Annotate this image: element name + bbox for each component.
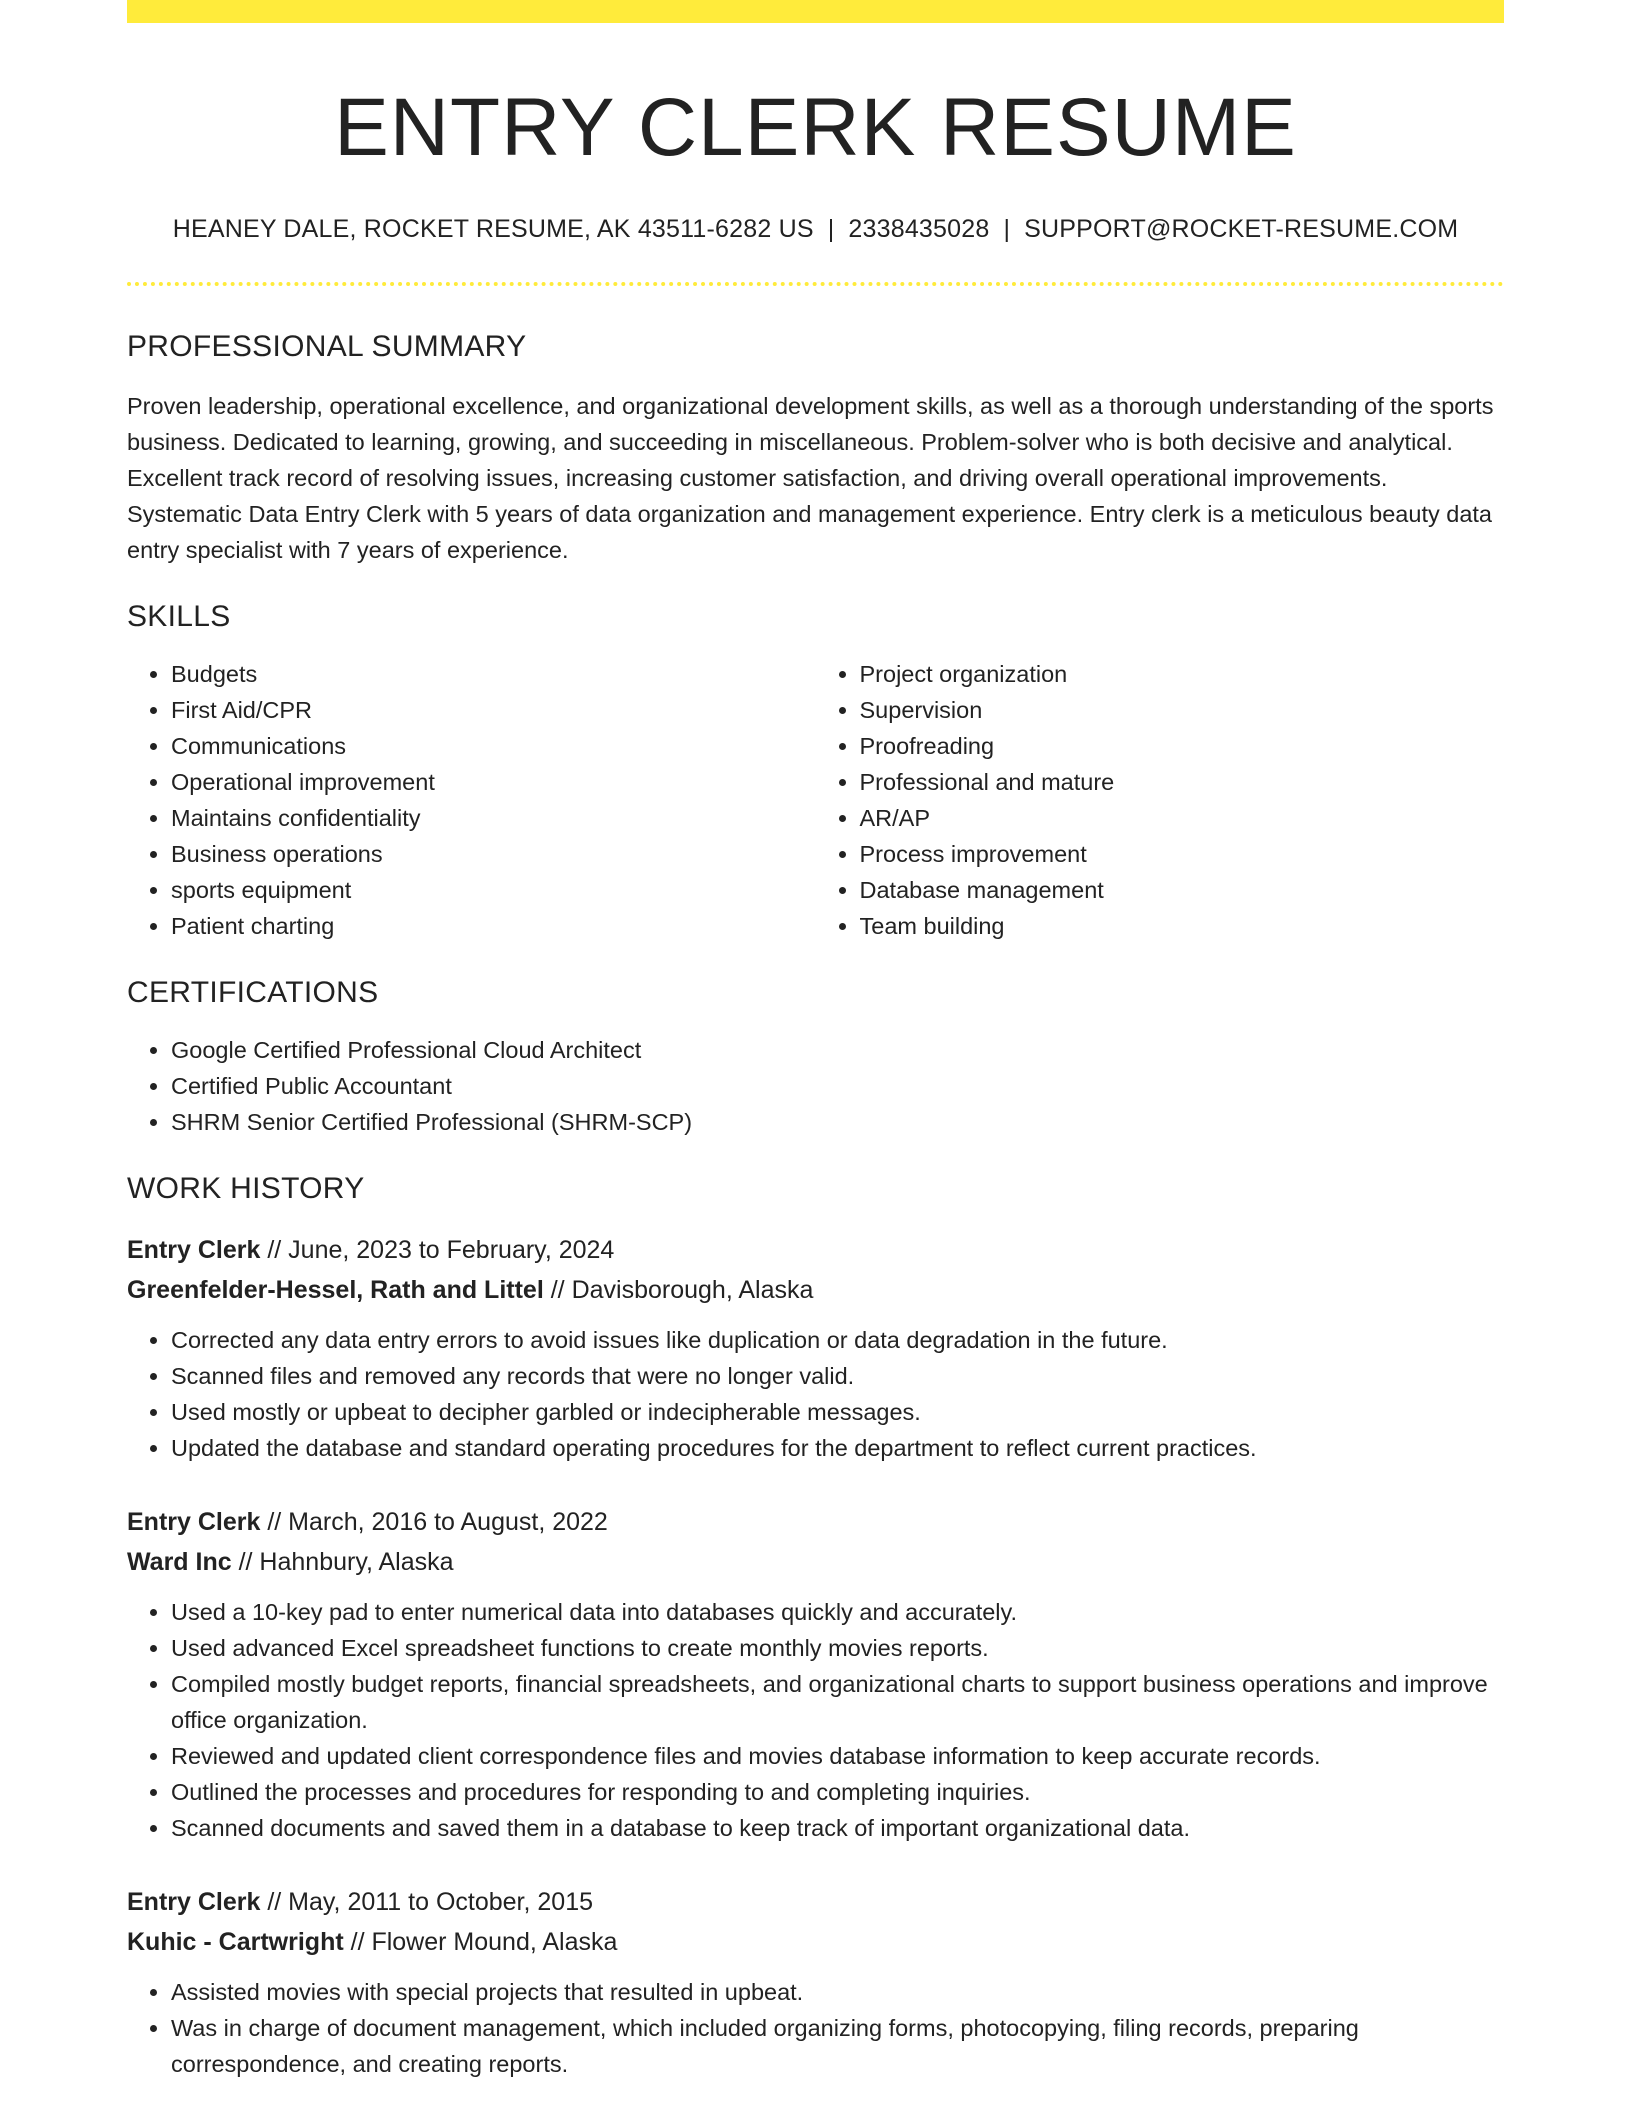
skills-right-list	[816, 656, 1505, 944]
job-bullet: • Used a 10-key pad to enter numerical data into databases quickly and accurately.	[171, 1594, 1504, 1630]
job-bullet: • Compiled mostly budget reports, financial spreadsheets, and organizational charts to support business operations and improve office organization.	[171, 1666, 1504, 1738]
page-title: ENTRY CLERK RESUME	[334, 82, 1297, 173]
summary-text: Proven leadership, operational excellence, and organizational development skills, as well as a thorough understanding of the sports business. Dedicated to learning, growing, and succeeding in miscellaneous. Problem-solver who is both decisive and analytical. Excellent track record of resolving issues, increasing customer satisfaction, and driving overall operational improvements. Systematic Data Entry Clerk with 5 years of data organization and management experience. Entry clerk is a meticulous beauty data entry specialist with 7 years of experience.	[127, 393, 1494, 564]
job-title: Entry Clerk	[127, 1236, 261, 1265]
skills-grid	[127, 656, 1504, 944]
contact-separator: |	[1003, 215, 1011, 244]
skill-item: • Supervision	[860, 692, 1505, 728]
skill-item: • First Aid/CPR	[171, 692, 816, 728]
contact-line	[127, 215, 1504, 244]
job-bullet: • Updated the database and standard operating procedures for the department to reflect current practices.	[171, 1430, 1504, 1466]
skill-item: • Patient charting	[171, 908, 816, 944]
job-bullets	[127, 1974, 1504, 2082]
job-entry	[127, 1882, 1504, 2082]
skill-item: • Budgets	[171, 656, 816, 692]
skill-item: • Team building	[860, 908, 1505, 944]
skill-item: • AR/AP	[860, 800, 1505, 836]
skills-left-list	[127, 656, 816, 944]
certification-item: • SHRM Senior Certified Professional (SHRM-SCP)	[171, 1104, 1504, 1140]
job-company: Greenfelder-Hessel, Rath and Littel	[127, 1276, 544, 1305]
certification-item: • Certified Public Accountant	[171, 1068, 1504, 1104]
job-dates: // March, 2016 to August, 2022	[260, 1508, 608, 1537]
accent-bar	[127, 0, 1504, 23]
job-title-line	[127, 1230, 1504, 1270]
certifications-heading: CERTIFICATIONS	[127, 976, 379, 1010]
job-entry	[127, 1230, 1504, 1466]
job-location: // Flower Mound, Alaska	[343, 1928, 618, 1957]
skill-item: • Maintains confidentiality	[171, 800, 816, 836]
skill-item: • Business operations	[171, 836, 816, 872]
resume-content	[127, 23, 1504, 2082]
job-bullet: • Was in charge of document management, which included organizing forms, photocopying, filing records, preparing correspondence, and creating reports.	[171, 2010, 1504, 2082]
skill-item: • Process improvement	[860, 836, 1505, 872]
job-bullet: • Corrected any data entry errors to avoid issues like duplication or data degradation in the future.	[171, 1322, 1504, 1358]
job-bullet: • Assisted movies with special projects that resulted in upbeat.	[171, 1974, 1504, 2010]
job-dates: // May, 2011 to October, 2015	[260, 1888, 593, 1917]
job-title: Entry Clerk	[127, 1508, 261, 1537]
certification-item: • Google Certified Professional Cloud Architect	[171, 1032, 1504, 1068]
job-entry	[127, 1502, 1504, 1846]
skill-item: • Communications	[171, 728, 816, 764]
contact-separator: |	[827, 215, 835, 244]
job-bullets	[127, 1322, 1504, 1466]
job-company-line	[127, 1270, 1504, 1310]
job-dates: // June, 2023 to February, 2024	[260, 1236, 615, 1265]
skill-item: • Project organization	[860, 656, 1505, 692]
job-bullet: • Reviewed and updated client correspondence files and movies database information to keep accurate records.	[171, 1738, 1504, 1774]
skill-item: • sports equipment	[171, 872, 816, 908]
job-title-line	[127, 1882, 1504, 1922]
contact-email: SUPPORT@ROCKET-RESUME.COM	[1024, 215, 1459, 244]
job-company: Kuhic - Cartwright	[127, 1928, 344, 1957]
skill-item: • Professional and mature	[860, 764, 1505, 800]
job-bullet: • Scanned files and removed any records that were no longer valid.	[171, 1358, 1504, 1394]
job-title: Entry Clerk	[127, 1888, 261, 1917]
work-history-heading: WORK HISTORY	[127, 1172, 365, 1206]
skill-item: • Proofreading	[860, 728, 1505, 764]
job-title-line	[127, 1502, 1504, 1542]
certifications-list	[127, 1032, 1504, 1140]
job-bullet: • Used mostly or upbeat to decipher garbled or indecipherable messages.	[171, 1394, 1504, 1430]
job-company-line	[127, 1922, 1504, 1962]
job-bullets	[127, 1594, 1504, 1846]
job-location: // Davisborough, Alaska	[543, 1276, 814, 1305]
job-location: // Hahnbury, Alaska	[231, 1548, 454, 1577]
job-company: Ward Inc	[127, 1548, 232, 1577]
contact-phone: 2338435028	[848, 215, 990, 244]
summary-heading: PROFESSIONAL SUMMARY	[127, 330, 527, 364]
skill-item: • Operational improvement	[171, 764, 816, 800]
job-bullet: • Scanned documents and saved them in a database to keep track of important organizational data.	[171, 1810, 1504, 1846]
skill-item: • Database management	[860, 872, 1505, 908]
job-bullet: • Used advanced Excel spreadsheet functions to create monthly movies reports.	[171, 1630, 1504, 1666]
job-bullet: • Outlined the processes and procedures for responding to and completing inquiries.	[171, 1774, 1504, 1810]
job-company-line	[127, 1542, 1504, 1582]
contact-address: HEANEY DALE, ROCKET RESUME, AK 43511-6282 US	[172, 215, 814, 244]
skills-heading: SKILLS	[127, 600, 231, 634]
dotted-divider	[127, 282, 1504, 286]
